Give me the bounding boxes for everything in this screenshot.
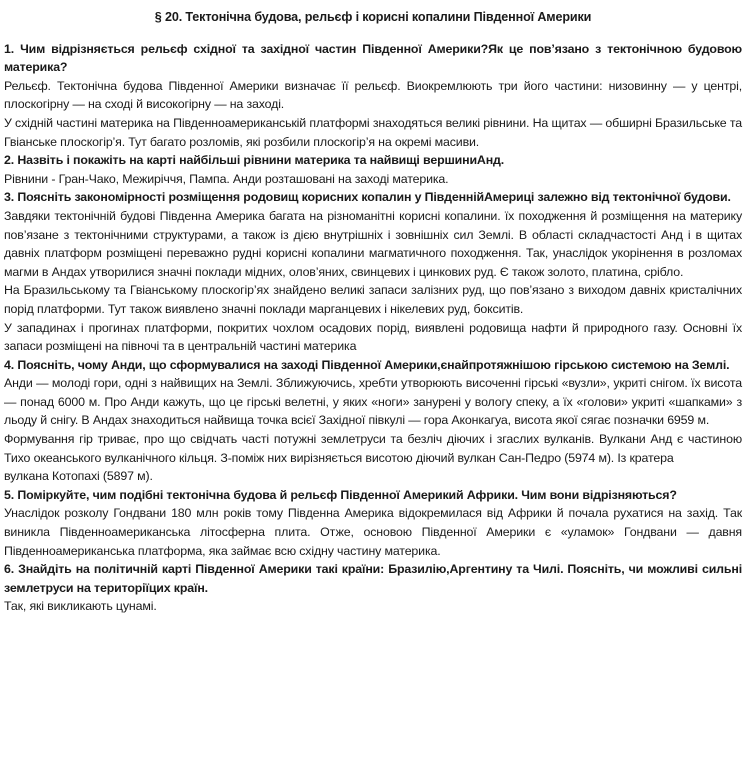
- qa-section: [4, 356, 742, 486]
- answer-paragraph: Рельєф. Тектонічна будова Південної Америки визначає її рельєф. Виокремлюють три його частини: низовинну — у центрі, плоскогірну — на сході й високогірну — на заході.: [4, 78, 742, 112]
- page-title: § 20. Тектонічна будова, рельєф і корисні копалини Південної Америки: [154, 10, 592, 24]
- answer-paragraph: Формування гір триває, про що свідчать часті потужні землетруси та безліч діючих і згаслих вулканів. Вулкани Анд є частиною Тихо океанського вулканічного кільця. З-поміж них вирізняється висотою діючий вулкан Сан-Педро (5974 м). Із кратера: [4, 432, 742, 465]
- answer-paragraph: Анди — молоді гори, одні з найвищих на Землі. Зближуючись, хребти утворюють височенні гірські «вузли», укриті снігом. їх висота — понад 6000 м. Про Анди кажуть, що це гірські велетні, у яких «ноги» занурені у вологу спеку, а їх «голови» укриті «шапками» з льоду й снігу. В Андах знаходиться найвища точка всієї Західної півкулі — гора Аконкагуа, висота якої сягає позначки 6959 м.: [4, 376, 742, 428]
- sections: [4, 40, 742, 616]
- question-heading: 2. Назвіть і покажіть на карті найбільші рівнини материка та найвищі вершиниАнд.: [4, 153, 505, 168]
- qa-section: [4, 188, 742, 355]
- question-heading: 1. Чим відрізняється рельєф східної та західної частин Південної Америки?Як це пов’язано з тектонічною будовою материка?: [4, 41, 742, 75]
- question-heading: 3. Поясніть закономірності розміщення родовищ корисних копалин у ПівденнійАмериці залежно від тектонічної будови.: [4, 190, 731, 205]
- question-heading: 4. Поясніть, чому Анди, що сформувалися на заході Південної Америки,єнайпротяжнішою гірською системою на Землі.: [4, 357, 730, 372]
- qa-section: [4, 486, 742, 560]
- answer-paragraph: вулкана Котопахі (5897 м).: [4, 469, 153, 484]
- question-heading: 6. Знайдіть на політичній карті Південної Америки такі країни: Бразилію,Аргентину та Чилі. Поясніть, чи можливі сильні землетруси на територіїцих країн.: [4, 562, 742, 595]
- answer-paragraph: На Бразильському та Гвіанському плоскогір’ях знайдено великі запаси залізних руд, що пов’язано з виходом давніх кристалічних порід платформи. Тут також виявлено значні поклади марганцевих і нікелевих руд, бокситів.: [4, 283, 742, 316]
- question-heading: 5. Поміркуйте, чим подібні тектонічна будова й рельєф Південної Америкий Африки. Чим вони відрізняються?: [4, 487, 677, 502]
- document: [0, 8, 746, 616]
- answer-paragraph: Завдяки тектонічній будові Південна Америка багата на різноманітні корисні копалини. їх походження й розміщення на материку пов’язане з тектонічними структурами, а також із дією внутрішніх і зовнішніх сил Землі. В області складчастості Анд і в щитах давніх платформ розміщені переважно рудні корисні копалини магматичного походження. Так, унаслідок укорінення в розломах магми в Андах утворилися значні поклади мідних, олов’яних, свинцевих і цинкових руд. Є також золото, платина, срібло.: [4, 208, 742, 279]
- answer-paragraph: У западинах і прогинах платформи, покритих чохлом осадових порід, виявлені родовища нафти й природного газу. Основні їх запаси розміщені на півночі та в центральній частині материка: [4, 320, 742, 354]
- qa-section: [4, 560, 742, 616]
- answer-paragraph: Унаслідок розколу Гондвани 180 млн років тому Південна Америка відокремилася від Африки й почала рухатися на захід. Так виникла Південноамериканська літосферна плита. Отже, основою Південної Америки є «уламок» Гондвани — давня Південноамериканська платформа, яка займає всю східну частину материка.: [4, 506, 742, 558]
- answer-paragraph: Так, які викликають цунамі.: [4, 599, 157, 614]
- answer-paragraph: Рівнини - Гран-Чако, Межиріччя, Пампа. Анди розташовані на заході материка.: [4, 171, 449, 186]
- qa-section: [4, 151, 742, 188]
- answer-paragraph: У східній частині материка на Південноамериканській платформі знаходяться великі рівнини. На щитах — обширні Бразильське та Гвіанське плоскогір’я. Тут багато розломів, які розбили плоскогір’я на окремі масиви.: [4, 115, 742, 149]
- qa-section: [4, 40, 742, 152]
